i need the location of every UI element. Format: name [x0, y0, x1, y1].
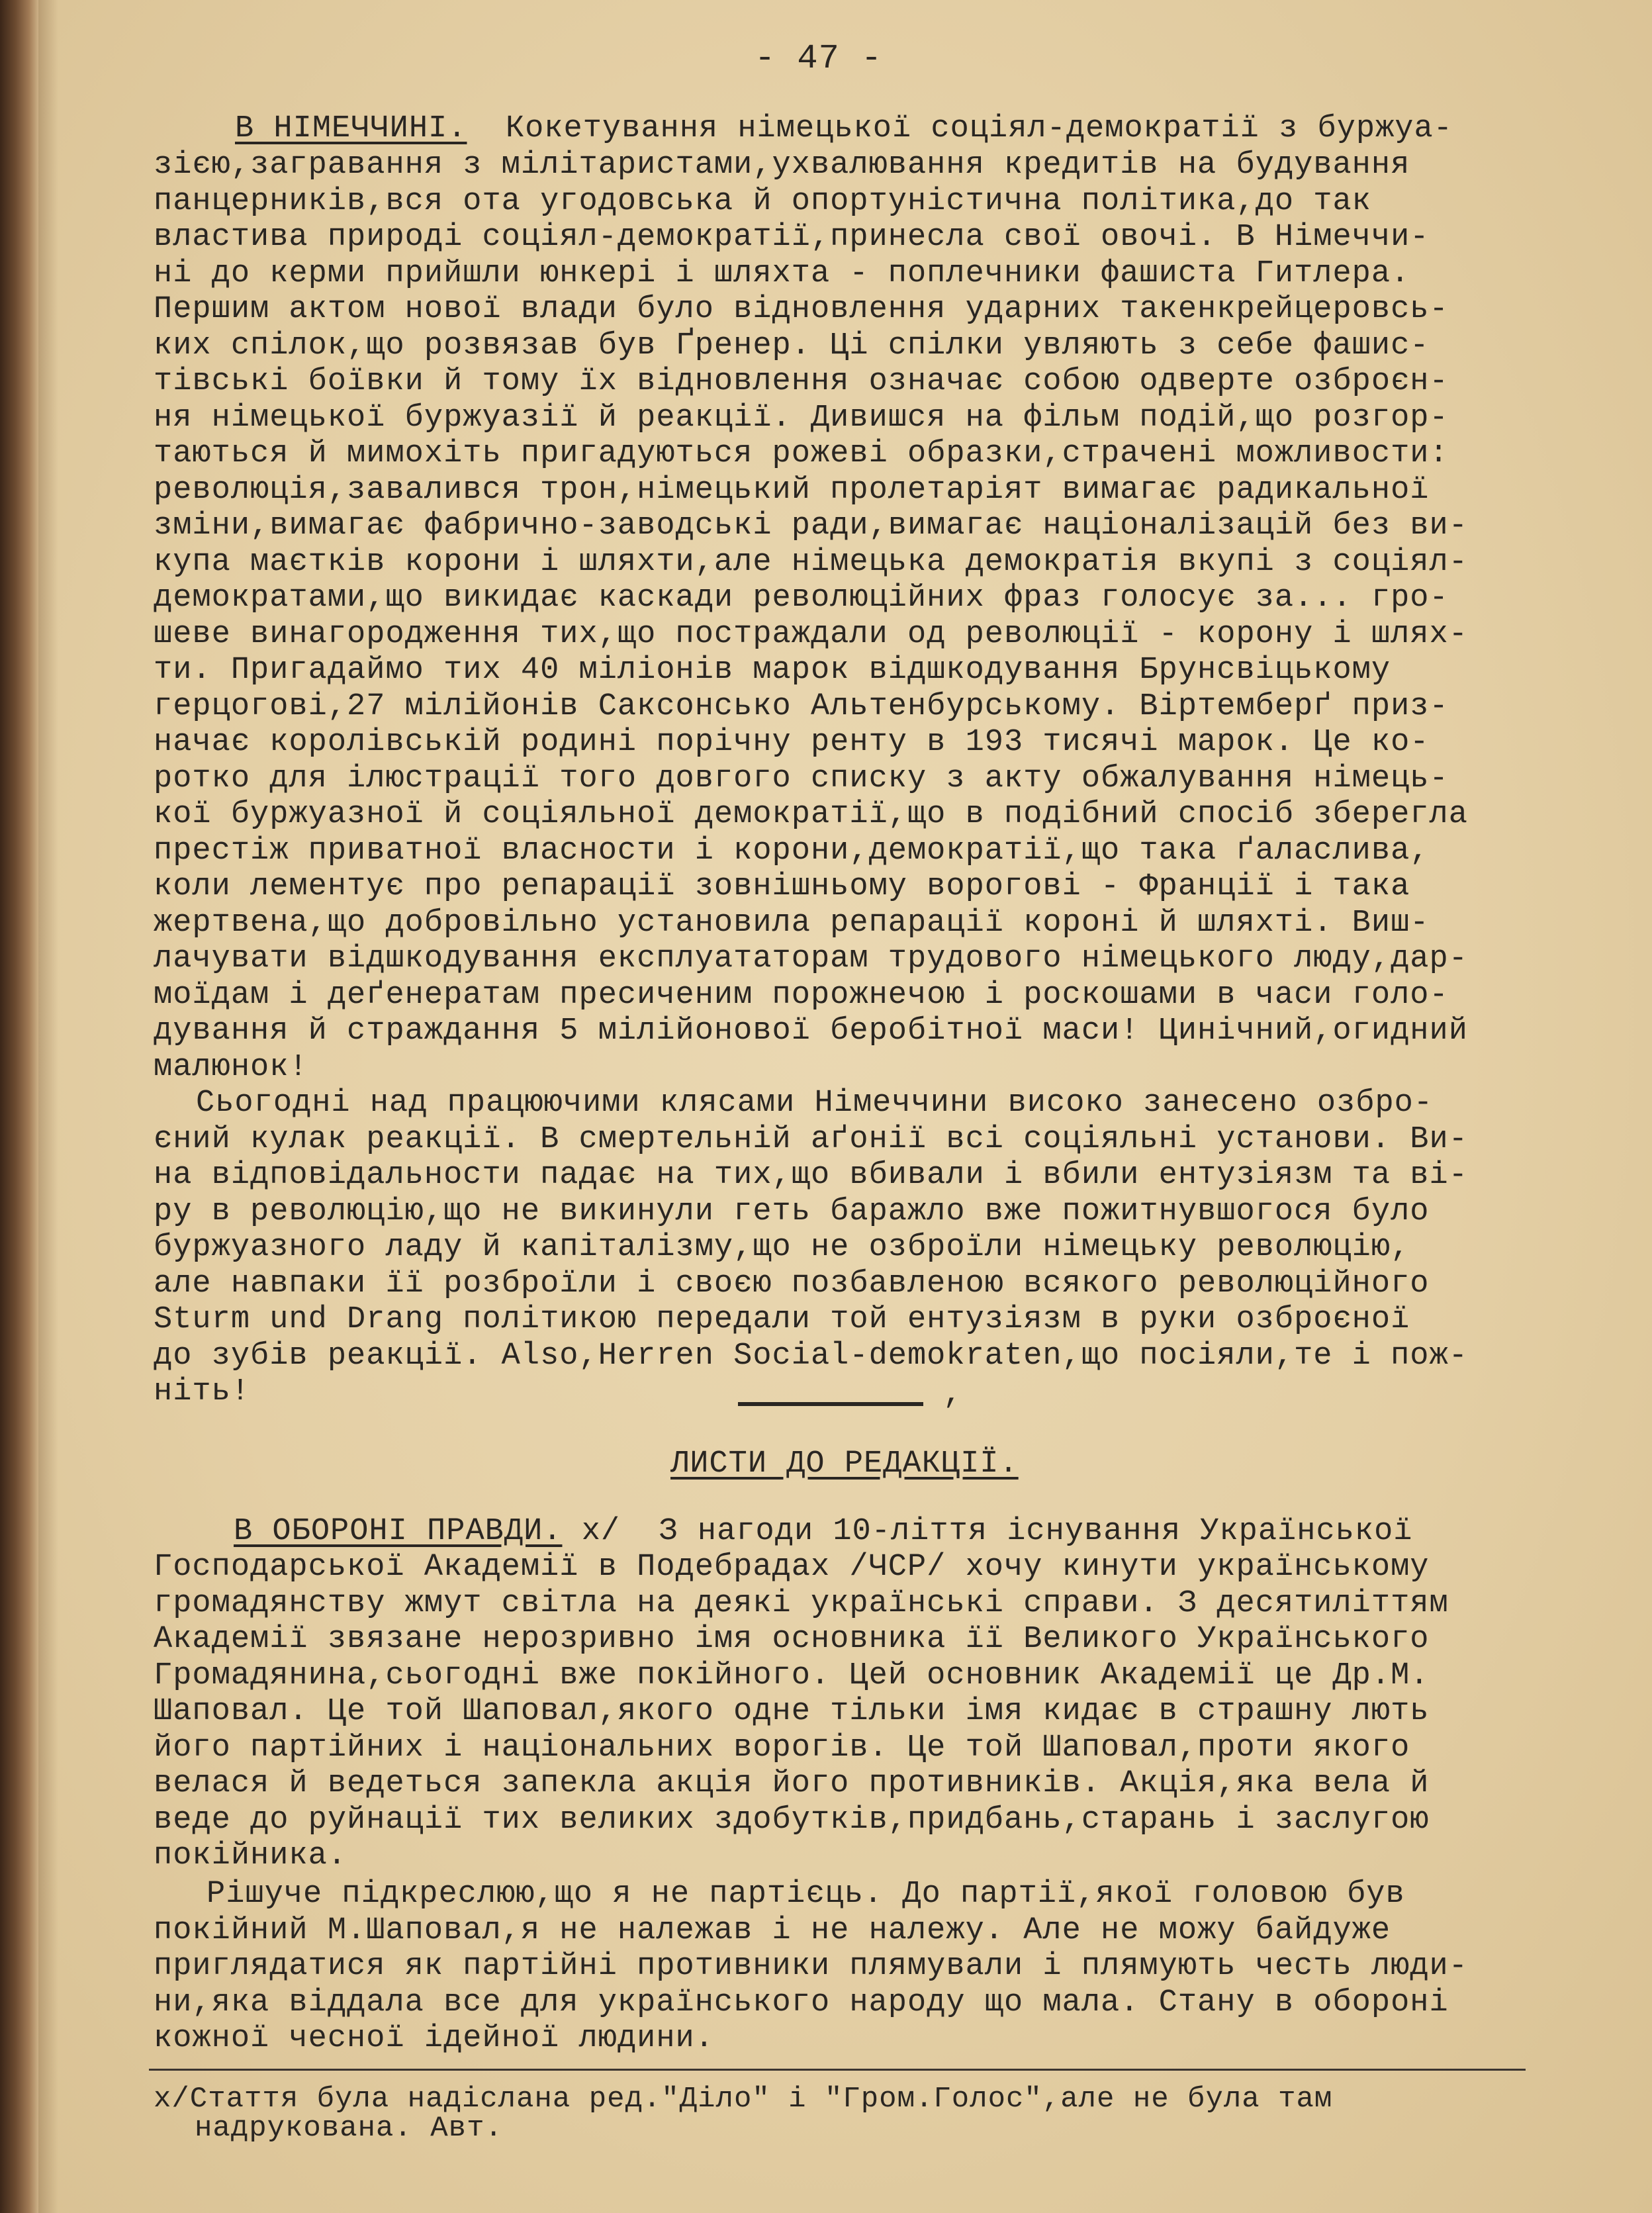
- text-line: велася й ведеться запекла акція його противників. Акція,яка вела й: [154, 1766, 1430, 1801]
- text-line: громадянству жмут світла на деякі українські справи. З десятиліттям: [154, 1585, 1449, 1621]
- section2-first-line: [234, 1514, 1413, 1550]
- text-line: Першим актом нової влади було відновлення ударних такенкрейцеровсь-: [154, 292, 1449, 327]
- text-line: Громадянина,сьогодні вже покійного. Цей основник Академії це Др.М.: [154, 1658, 1430, 1693]
- text-line: зміни,вимагає фабрично-заводські ради,вимагає націоналізацій без ви-: [154, 508, 1468, 543]
- text-line: начає королівській родині порічну ренту в 193 тисячі марок. Це ко-: [154, 725, 1430, 760]
- text-line: Сьогодні над працюючими клясами Німеччини високо занесено озбро-: [196, 1086, 1434, 1121]
- text-line: тівські боївки й тому їх відновлення означає собою одверте озброєн-: [154, 364, 1449, 399]
- text-line: купа маєтків корони і шляхти,але німецька демократія вкупі з соціял-: [154, 544, 1468, 580]
- text-line: до зубів реакції. Also,Herren Social-demokraten,що посіяли,те і пож-: [154, 1338, 1468, 1374]
- text-line: ня німецької буржуазії й реакції. Дивишся на фільм подій,що розгор-: [154, 400, 1449, 436]
- page-number: - 47 -: [755, 39, 883, 78]
- text-line: ни,яка віддала все для українського народу що мала. Стану в обороні: [154, 1985, 1449, 2020]
- text-line: малюнок!: [154, 1049, 308, 1085]
- text-line: лачувати відшкодування експлуататорам трудового німецького люду,дар-: [154, 941, 1468, 976]
- separator-comma: ,: [943, 1377, 963, 1412]
- section2-heading: В ОБОРОНІ ПРАВДИ.: [234, 1514, 563, 1549]
- text-line: буржуазного ладу й капіталізму,що не озброїли німецьку революцію,: [154, 1230, 1410, 1265]
- text-line: таються й мимохіть пригадуються рожеві образки,страчені можливости:: [154, 436, 1449, 471]
- text-line: шеве винагородження тих,що постраждали од революції - корону і шлях-: [154, 616, 1468, 652]
- text-line: властива природі соціял-демократії,принесла свої овочі. В Німеччи-: [154, 220, 1430, 255]
- text-line: приглядатися як партійні противники плямували і плямують честь люди-: [154, 1949, 1468, 1984]
- text-line: єний кулак реакції. В смертельній аґонії всі соціяльні установи. Ви-: [154, 1121, 1468, 1157]
- text-line: моїдам і деґенератам пресиченим порожнечою і роскошами в часи голо-: [154, 977, 1449, 1013]
- section1-first-line-text: Кокетування німецької соціял-демократії з буржуа-: [505, 111, 1453, 146]
- text-line: Sturm und Drang політикою передали той ентузіязм в руки озброєної: [154, 1302, 1410, 1337]
- text-line: Академії звязане нерозривно імя основника її Великого Українського: [154, 1622, 1430, 1657]
- text-line: демократами,що викидає каскади революційних фраз голосує за... гро-: [154, 581, 1449, 616]
- text-line: панцерників,вся ота угодовська й опортуністична політика,до так: [154, 183, 1371, 219]
- text-line: на відповідальности падає на тих,що вбивали і вбили ентузіязм та ві-: [154, 1158, 1468, 1193]
- text-line: ких спілок,що розвязав був Ґренер. Ці спілки увляють з себе фашис-: [154, 328, 1430, 363]
- text-line: коли лементує про репарації зовнішньому ворогові - Франції і така: [154, 869, 1410, 904]
- text-line: покійний М.Шаповал,я не належав і не належу. Але не можу байдуже: [154, 1912, 1391, 1948]
- section-separator-rule: [738, 1402, 923, 1406]
- text-line: дування й страждання 5 мілійонової беробітної маси! Цинічний,огидний: [154, 1013, 1468, 1049]
- text-line: ніть!: [154, 1374, 251, 1409]
- text-line: революція,завалився трон,німецький пролетаріят вимагає радикальної: [154, 472, 1430, 508]
- text-line: покійника.: [154, 1838, 347, 1873]
- footnote-line-1: х/Стаття була надіслана ред."Діло" і "Гром.Голос",але не була там: [154, 2083, 1333, 2116]
- text-line: кожної чесної ідейної людини.: [154, 2021, 714, 2056]
- text-line: але навпаки її розброїли і своєю позбавленою всякого революційного: [154, 1266, 1430, 1301]
- section1-heading: В НІМЕЧЧИНІ.: [235, 111, 467, 146]
- text-line: Рішуче підкреслюю,що я не партієць. До партії,якої головою був: [206, 1877, 1405, 1912]
- text-line: його партійних і національних ворогів. Це той Шаповал,проти якого: [154, 1730, 1410, 1766]
- footnote-rule: [149, 2069, 1526, 2071]
- text-line: престіж приватної власности і корони,демократії,що така ґаласлива,: [154, 833, 1430, 869]
- text-line: зією,загравання з мілітаристами,ухвалювання кредитів на будування: [154, 148, 1410, 183]
- text-line: кої буржуазної й соціяльної демократії,що в подібний спосіб зберегла: [154, 797, 1468, 832]
- text-line: герцогові,27 мілійонів Саксонсько Альтенбурському. Віртемберґ приз-: [154, 688, 1449, 724]
- text-line: Шаповал. Це той Шаповал,якого одне тільки імя кидає в страшну лють: [154, 1694, 1430, 1729]
- text-line: Господарської Академії в Подебрадах /ЧСР/ хочу кинути українському: [154, 1550, 1430, 1585]
- section2-first-line-text: х/ З нагоди 10-ліття існування Української: [562, 1514, 1413, 1549]
- text-line: ти. Пригадаймо тих 40 міліонів марок відшкодування Брунсвіцькому: [154, 653, 1391, 688]
- letters-section-title: ЛИСТИ ДО РЕДАКЦІЇ.: [670, 1446, 1019, 1482]
- text-line: ні до керми прийшли юнкері і шляхта - поплечники фашиста Гитлера.: [154, 256, 1410, 291]
- text-line: ру в революцію,що не викинули геть баражло вже пожитнувшогося було: [154, 1194, 1430, 1229]
- text-line: веде до руйнації тих великих здобутків,придбань,старань і заслугою: [154, 1802, 1430, 1838]
- text-line: ротко для ілюстрації того довгого списку з акту обжалування німець-: [154, 761, 1449, 796]
- section1-first-line: [235, 111, 1453, 147]
- text-line: жертвена,що добровільно установила репарації короні й шляхті. Виш-: [154, 905, 1430, 941]
- footnote-line-2: надрукована. Авт.: [195, 2112, 503, 2145]
